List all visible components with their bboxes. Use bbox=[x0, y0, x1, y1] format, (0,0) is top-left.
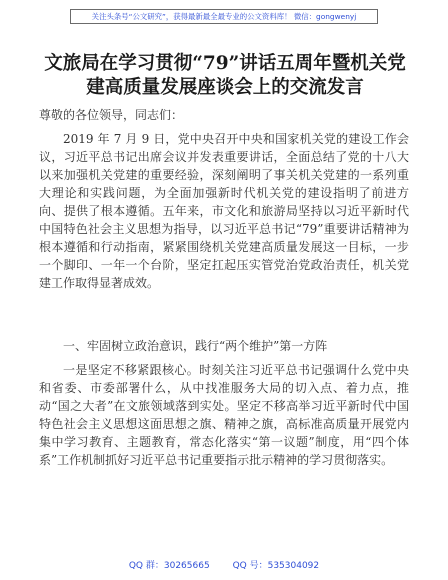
footer-qq-group: QQ 群：30265665 bbox=[128, 561, 210, 571]
section-heading-1: 一、牢固树立政治意识，践行“两个维护”第一方阵 bbox=[63, 339, 328, 353]
title-line-1: 文旅局在学习贯彻“79”讲话五周年暨机关党 bbox=[44, 53, 406, 74]
footer bbox=[0, 558, 448, 571]
paragraph-2: 一是坚定不移紧跟核心。时刻关注习近平总书记强调什么党中央和省委、市委部署什么，从中找准服务大局的切入点、着力点，推动“国之大者”在文旅领域落到实处。坚定不移高举习近平新时代中国特色社会主义思想这面思想之旗、精神之旗，高标准高质量开展党内集中学习教育、主题教育，常态化落实“第一议题”制度，用“四个体系”工作机制抓好习近平总书记重要指示批示精神的学习贯彻落实。 bbox=[39, 363, 409, 467]
footer-qq-number: QQ 号：535304092 bbox=[232, 561, 320, 571]
title-line-2: 建高质量发展座谈会上的交流发言 bbox=[86, 77, 364, 98]
page-title bbox=[30, 52, 420, 100]
paragraph-1: 2019 年 7 月 9 日，党中央召开中央和国家机关党的建设工作会议，习近平总书记出席会议并发表重要讲话，全面总结了党的十八大以来加强机关党建的重要经验，深刻阐明了事关机关党建的一系列重大理论和实践问题，为全面加强新时代机关党的建设指明了前进方向、提供了根本遵循。五年来，市文化和旅游局坚持以习近平新时代中国特色社会主义思想为指导，以习近平总书记“79”重要讲话精神为根本遵循和行动指南，紧紧围绕机关党建高质量发展这一目标，一步一个脚印、一年一个台阶，坚定扛起压实管党治党政治责任，机关党建工作取得显著成效。 bbox=[39, 132, 409, 290]
header-banner: 关注头条号“公文研究”，获得最新最全最专业的公文资料库！ 微信：gongwenyj bbox=[70, 9, 378, 24]
greeting: 尊敬的各位领导，同志们： bbox=[39, 108, 184, 122]
